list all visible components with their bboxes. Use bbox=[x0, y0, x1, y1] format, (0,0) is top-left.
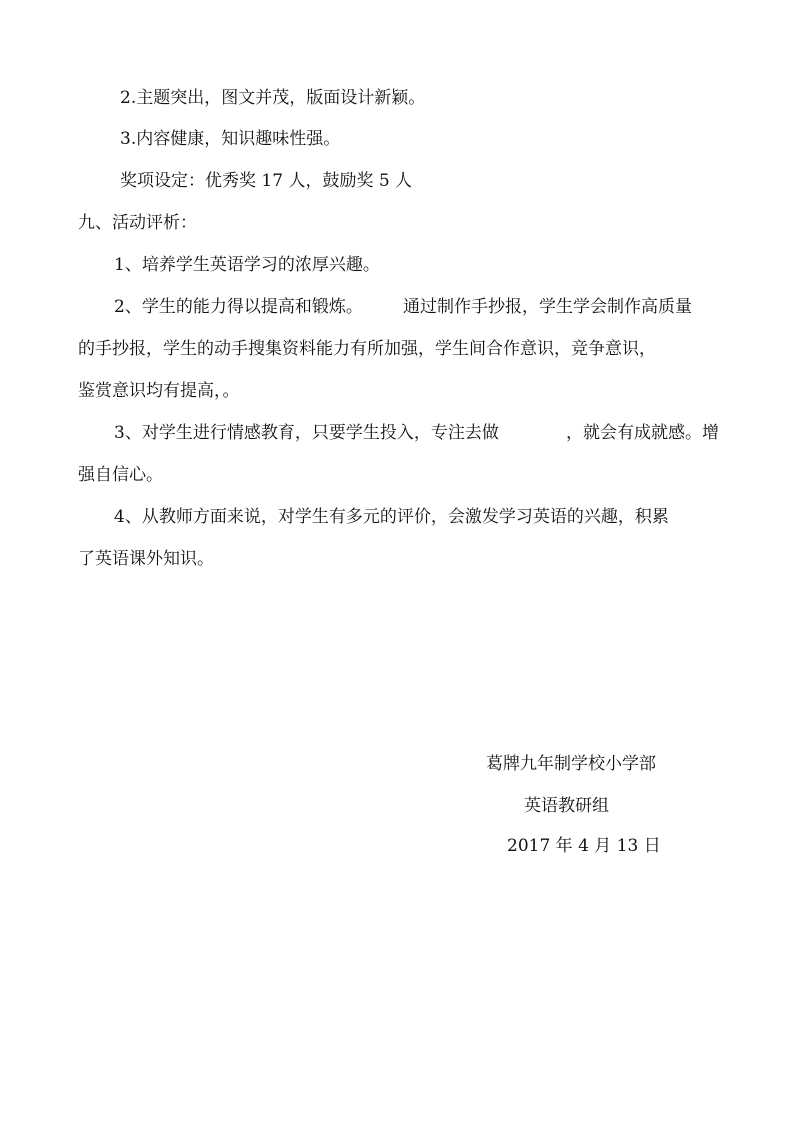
signature-group: 英语教研组 bbox=[524, 796, 609, 816]
evaluation-point-2-line-1b: 通过制作手抄报，学生学会制作高质量 bbox=[403, 297, 692, 317]
evaluation-point-2-line-3: 鉴赏意识均有提高，。 bbox=[78, 381, 240, 401]
criteria-item-2: 2.主题突出，图文并茂，版面设计新颖。 bbox=[120, 88, 426, 108]
evaluation-point-3-line-1a: 3、对学生进行情感教育，只要学生投入，专注去做 bbox=[114, 423, 499, 443]
signature-date: 2017 年 4 月 13 日 bbox=[507, 836, 661, 856]
evaluation-point-3-line-2: 强自信心。 bbox=[78, 465, 163, 485]
evaluation-point-4-line-2: 了英语课外知识。 bbox=[78, 549, 214, 569]
evaluation-point-4-line-1: 4、从教师方面来说，对学生有多元的评价，会激发学习英语的兴趣，积累 bbox=[114, 507, 669, 527]
evaluation-point-1: 1、培养学生英语学习的浓厚兴趣。 bbox=[114, 255, 380, 275]
evaluation-point-2-line-1a: 2、学生的能力得以提高和锻炼。 bbox=[114, 297, 363, 317]
evaluation-point-2-line-2: 的手抄报，学生的动手搜集资料能力有所加强，学生间合作意识，竞争意识， bbox=[78, 339, 656, 359]
criteria-item-3: 3.内容健康，知识趣味性强。 bbox=[120, 129, 341, 149]
evaluation-point-3-line-1b: ，就会有成就感。增 bbox=[566, 423, 719, 443]
signature-school: 葛牌九年制学校小学部 bbox=[486, 754, 656, 774]
awards-setting: 奖项设定：优秀奖 17 人，鼓励奖 5 人 bbox=[120, 171, 413, 191]
section-9-heading: 九、活动评析： bbox=[78, 213, 197, 233]
